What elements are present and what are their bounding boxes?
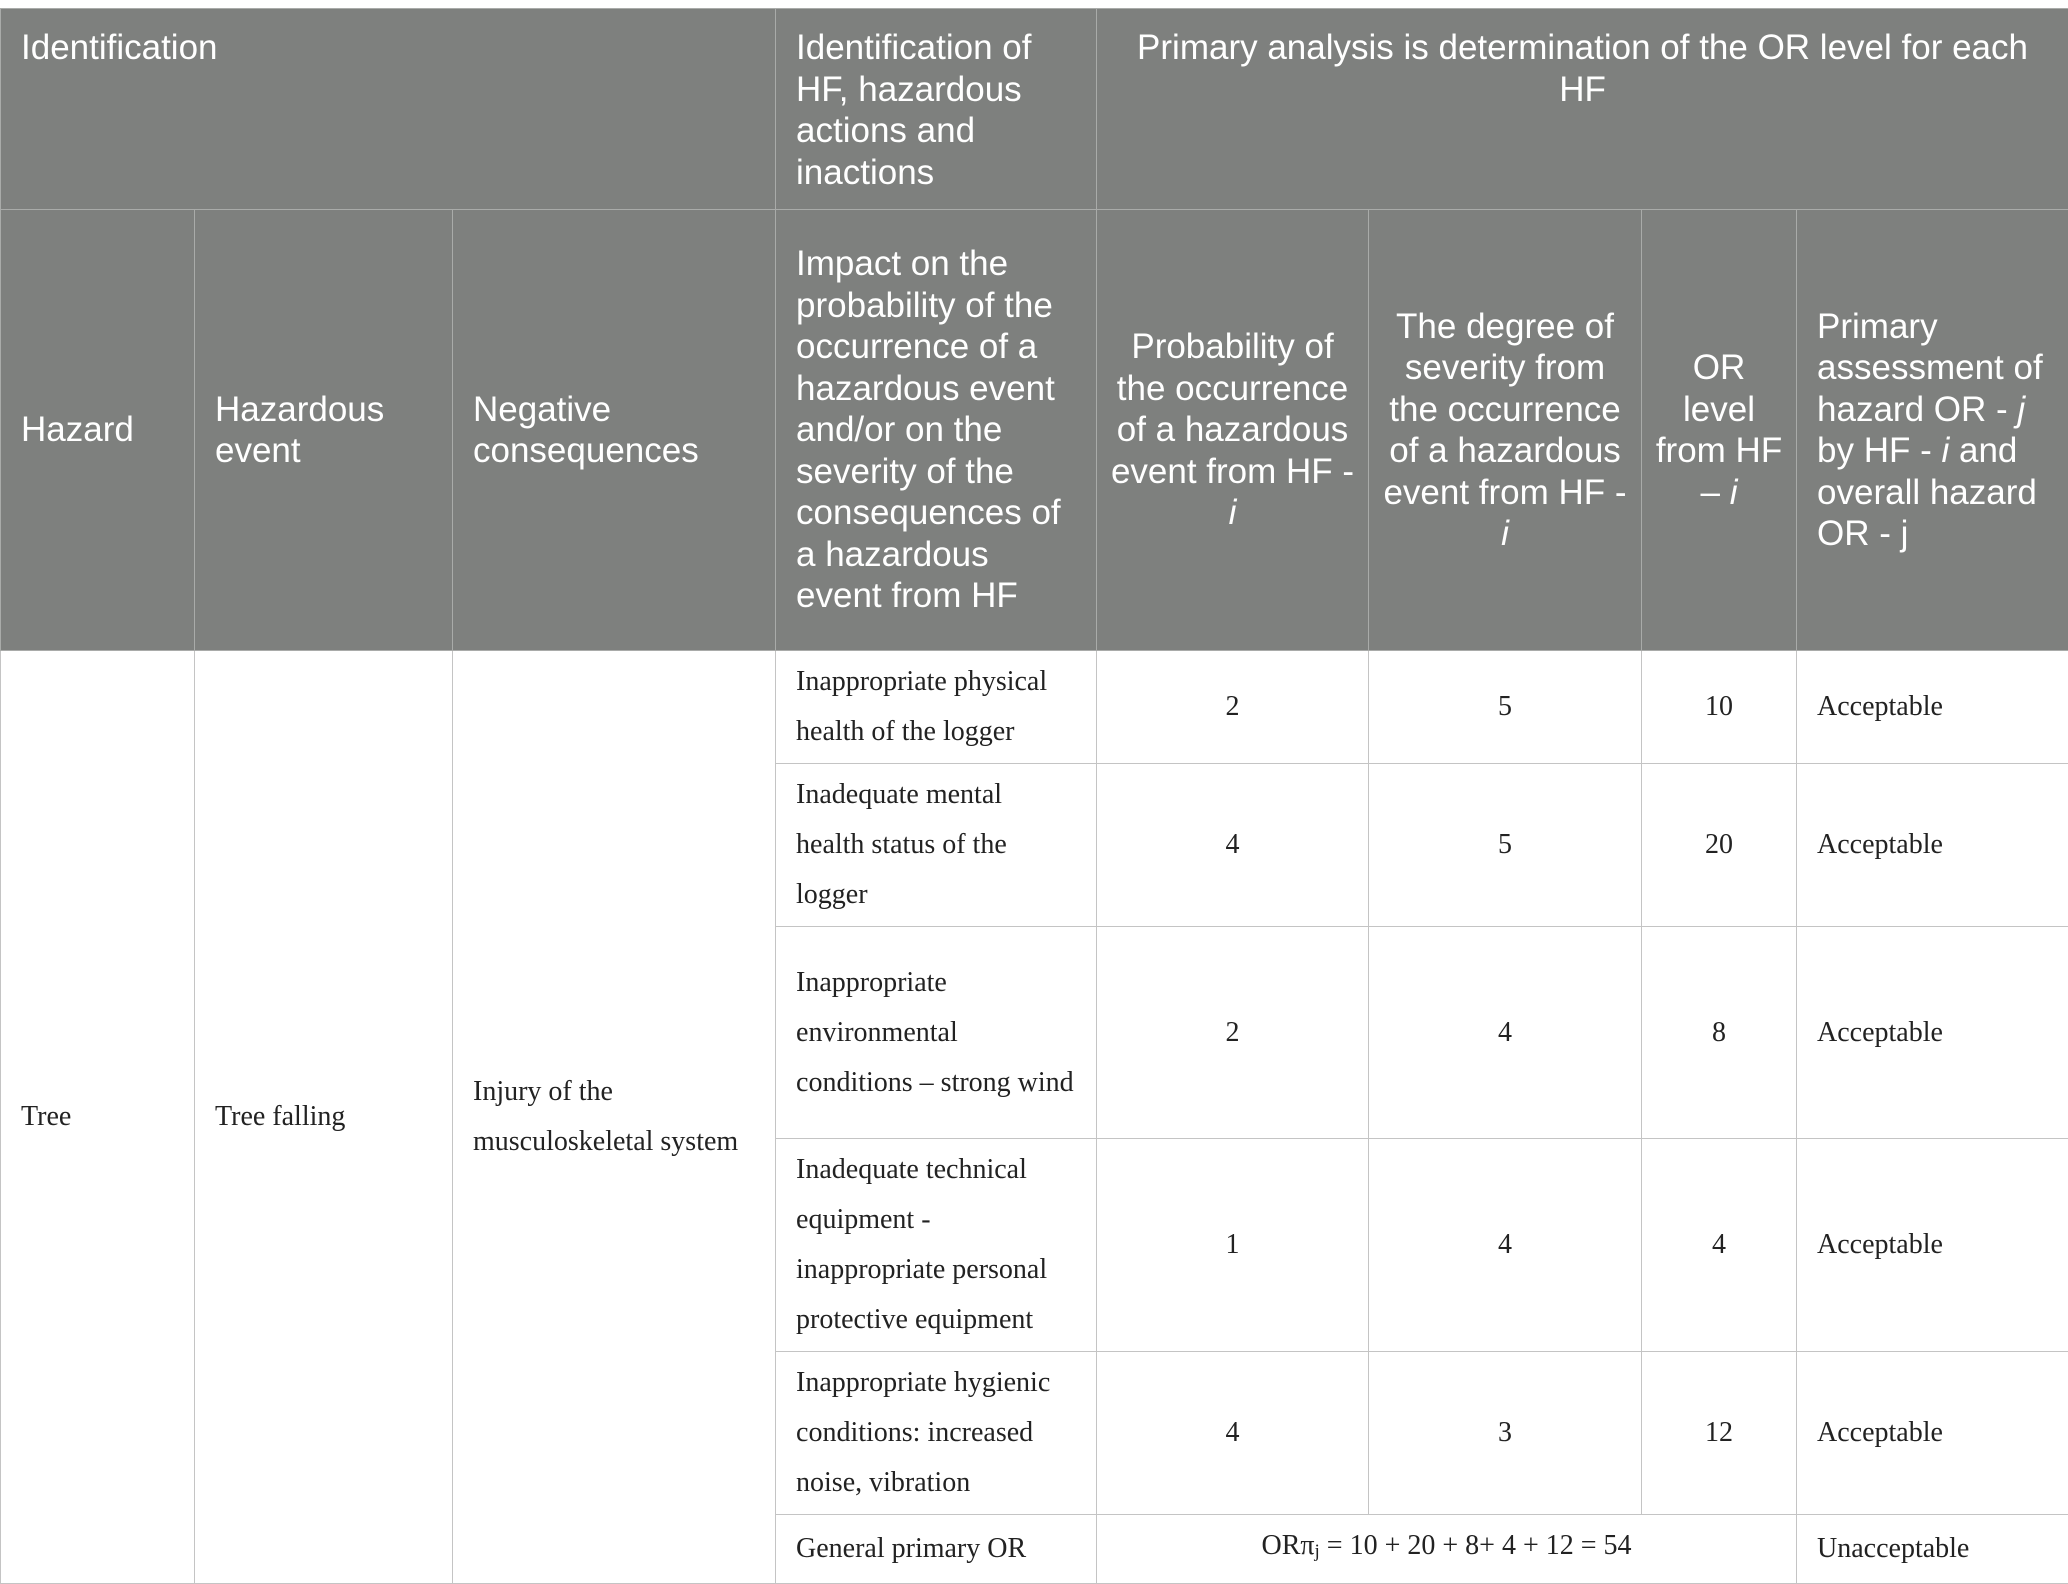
header-primary-analysis: Primary analysis is determination of the OR level for each HF	[1097, 9, 2068, 210]
cell-severity: 5	[1369, 651, 1642, 764]
cell-factor: Inadequate mental health status of the logger	[776, 764, 1097, 927]
cell-or-level: 20	[1642, 764, 1797, 927]
var-j: j	[2017, 390, 2025, 429]
header-severity	[1369, 210, 1642, 651]
header-assessment-text: Primary assessment of hazard OR -	[1817, 307, 2043, 429]
cell-general-formula	[1097, 1515, 1797, 1584]
header-identification-hf: Identification of HF, hazardous actions and inactions	[776, 9, 1097, 210]
hazard-analysis-table	[0, 8, 2068, 1584]
cell-hazardous-event: Tree falling	[195, 651, 453, 1584]
cell-general-assessment: Unacceptable	[1797, 1515, 2068, 1584]
cell-probability: 4	[1097, 764, 1369, 927]
cell-factor: Inappropriate hygienic conditions: increased noise, vibration	[776, 1352, 1097, 1515]
cell-probability: 2	[1097, 927, 1369, 1139]
header-negative-consequences: Negative consequences	[453, 210, 776, 651]
header-impact: Impact on the probability of the occurrence of a hazardous event and/or on the severity of the consequences of a hazardous event from HF	[776, 210, 1097, 651]
cell-assessment: Acceptable	[1797, 1352, 2068, 1515]
header-probability-text: Probability of the occurrence of a hazardous event from HF -	[1111, 327, 1354, 491]
var-i: i	[1501, 514, 1509, 553]
header-row-1	[1, 9, 2068, 210]
cell-assessment: Acceptable	[1797, 651, 2068, 764]
formula-or: ORπ	[1261, 1530, 1314, 1561]
cell-or-level: 12	[1642, 1352, 1797, 1515]
cell-probability: 1	[1097, 1139, 1369, 1352]
cell-factor: Inappropriate environmental conditions – strong wind	[776, 927, 1097, 1139]
cell-assessment: Acceptable	[1797, 1139, 2068, 1352]
header-row-2	[1, 210, 2068, 651]
cell-factor: Inappropriate physical health of the logger	[776, 651, 1097, 764]
cell-probability: 2	[1097, 651, 1369, 764]
cell-hazard: Tree	[1, 651, 195, 1584]
cell-factor: Inadequate technical equipment - inappropriate personal protective equipment	[776, 1139, 1097, 1352]
cell-or-level: 4	[1642, 1139, 1797, 1352]
var-i: i	[1229, 493, 1237, 532]
cell-general-label: General primary OR	[776, 1515, 1097, 1584]
header-hazard: Hazard	[1, 210, 195, 651]
header-assessment	[1797, 210, 2068, 651]
cell-severity: 4	[1369, 1139, 1642, 1352]
formula-sum: = 10 + 20 + 8+ 4 + 12 = 54	[1320, 1530, 1632, 1561]
cell-severity: 3	[1369, 1352, 1642, 1515]
var-i: i	[1941, 431, 1949, 470]
header-hazardous-event: Hazardous event	[195, 210, 453, 651]
cell-or-level: 10	[1642, 651, 1797, 764]
header-probability	[1097, 210, 1369, 651]
cell-assessment: Acceptable	[1797, 927, 2068, 1139]
table-row	[1, 651, 2068, 764]
header-identification: Identification	[1, 9, 776, 210]
header-or-level	[1642, 210, 1797, 651]
header-severity-text: The degree of severity from the occurrence of a hazardous event from HF -	[1383, 307, 1626, 512]
formula-subscript: j	[1315, 1541, 1320, 1562]
cell-severity: 4	[1369, 927, 1642, 1139]
var-i: i	[1730, 473, 1738, 512]
header-assessment-text-2: by HF -	[1817, 431, 1941, 470]
header-or-level-text: OR level from HF –	[1656, 348, 1782, 512]
cell-assessment: Acceptable	[1797, 764, 2068, 927]
cell-probability: 4	[1097, 1352, 1369, 1515]
cell-negative-consequences: Injury of the musculoskeletal system	[453, 651, 776, 1584]
cell-or-level: 8	[1642, 927, 1797, 1139]
header-assessment-text-3: and overall hazard OR - j	[1817, 431, 2037, 553]
cell-severity: 5	[1369, 764, 1642, 927]
